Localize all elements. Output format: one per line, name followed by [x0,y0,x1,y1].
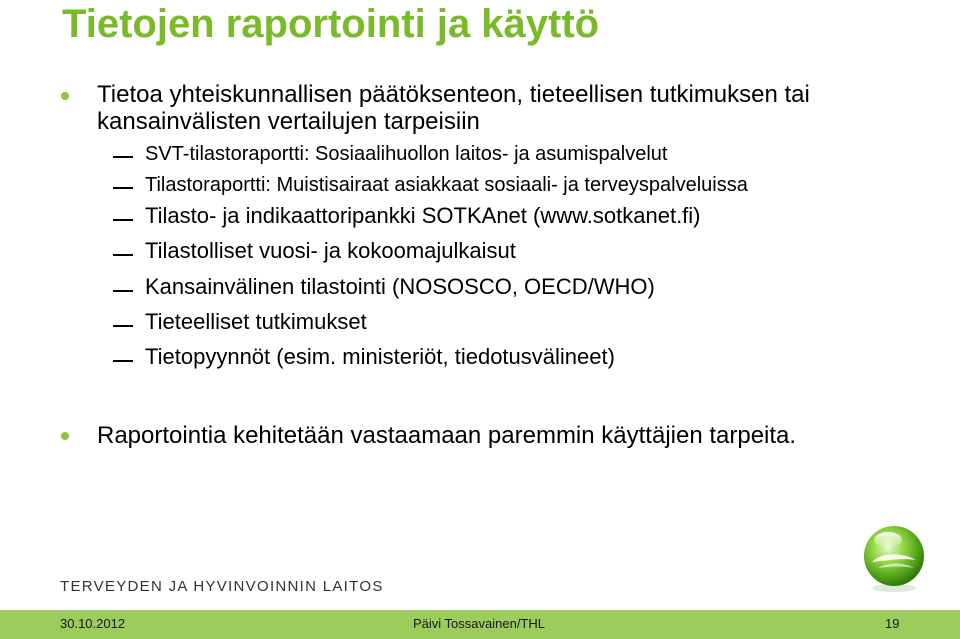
dash-icon [113,254,133,256]
subitem-7: Tietopyynnöt (esim. ministeriöt, tiedotusvälineet) [145,344,615,369]
subitem-2: Tilastoraportti: Muistisairaat asiakkaat sosiaali- ja terveyspalveluissa [145,174,748,196]
subitem-5: Kansainvälinen tilastointi (NOSOSCO, OECD/WHO) [145,274,655,299]
subitem-1: SVT-tilastoraportti: Sosiaalihuollon laitos- ja asumispalvelut [145,143,668,165]
subitem-6: Tieteelliset tutkimukset [145,309,367,334]
subitem-3: Tilasto- ja indikaattoripankki SOTKAnet (www.sotkanet.fi) [145,203,701,228]
subitem-4: Tilastolliset vuosi- ja kokoomajulkaisut [145,238,516,263]
dash-icon [113,219,133,221]
page-number: 19 [885,616,900,631]
bullet-1-line-1: Tietoa yhteiskunnallisen päätöksenteon, tieteellisen tutkimuksen tai [97,81,810,108]
dash-icon [113,325,133,327]
bullet-2-line-1: Raportointia kehitetään vastaamaan paremmin käyttäjien tarpeita. [97,422,797,449]
green-sphere-logo-icon [858,522,930,594]
organization-name: TERVEYDEN JA HYVINVOINNIN LAITOS [60,578,384,595]
bullet-dot-icon [61,92,69,100]
footer-author: Päivi Tossavainen/THL [413,616,545,631]
slide-title: Tietojen raportointi ja käyttö [62,2,600,46]
footer-date: 30.10.2012 [60,616,126,631]
dash-icon [113,360,133,362]
dash-icon [113,187,133,189]
footer-bar [0,610,960,639]
bullet-dot-icon [61,432,69,440]
dash-icon [113,156,133,158]
bullet-1-line-2: kansainvälisten vertailujen tarpeisiin [97,108,480,135]
dash-icon [113,290,133,292]
